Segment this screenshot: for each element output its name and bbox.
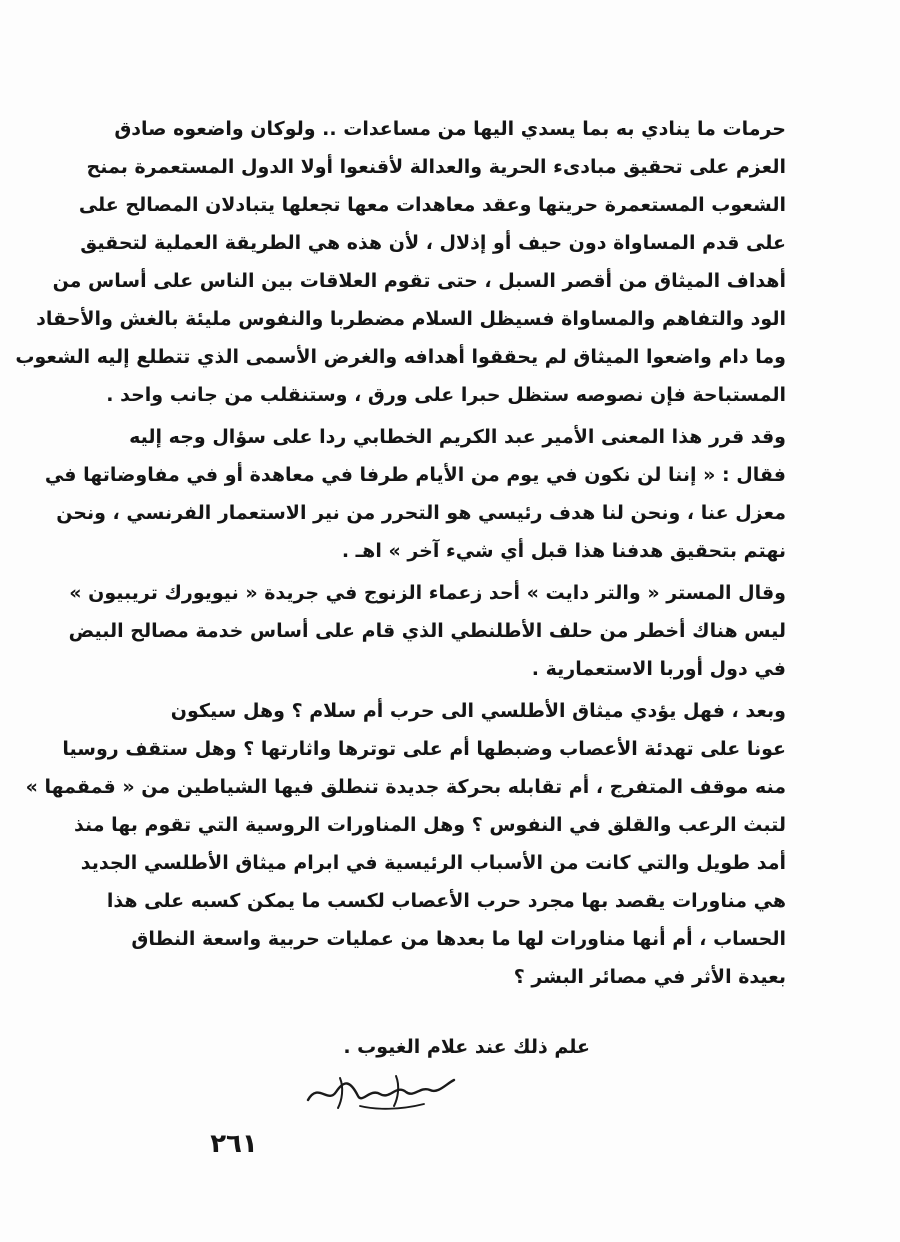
text-line: هي مناورات يقصد بها مجرد حرب الأعصاب لكسب ما يمكن كسبه على هذا	[106, 890, 786, 912]
text-line: فقال : « إننا لن نكون في يوم من الأيام طرفا في معاهدة أو في مفاوضاتها في	[44, 464, 786, 486]
paragraph-2	[44, 418, 786, 570]
text-line: منه موقف المتفرج ، أم تقابله بحركة جديدة تنطلق فيها الشياطين من « قمقمها »	[25, 776, 786, 798]
text-line: معزل عنا ، ونحن لنا هدف رئيسي هو التحرر من نير الاستعمار الفرنسي ، ونحن	[56, 502, 786, 524]
paragraph-1	[15, 110, 786, 414]
text-line: وقال المستر « والتر دايت » أحد زعماء الزنوج في جريدة « نيويورك تريبيون »	[69, 582, 786, 604]
text-line: أهداف الميثاق من أقصر السبل ، حتى تقوم العلاقات بين الناس على أساس من	[52, 270, 786, 292]
text-line: بعيدة الأثر في مصائر البشر ؟	[513, 966, 786, 988]
body-text	[15, 110, 786, 996]
text-line: لتبث الرعب والقلق في النفوس ؟ وهل المناورات الروسية التي تقوم بها منذ	[74, 814, 786, 836]
text-line: الحساب ، أم أنها مناورات لها ما بعدها من عمليات حربية واسعة النطاق	[131, 928, 786, 950]
text-line: أمد طويل والتي كانت من الأسباب الرئيسية في ابرام ميثاق الأطلسي الجديد	[80, 852, 786, 874]
text-line: وبعد ، فهل يؤدي ميثاق الأطلسي الى حرب أم سلام ؟ وهل سيكون	[170, 700, 786, 722]
handwritten-signature	[300, 1070, 460, 1116]
text-line: ليس هناك أخطر من حلف الأطلنطي الذي قام على أساس خدمة مصالح البيض	[68, 620, 786, 642]
text-line: نهتم بتحقيق هدفنا هذا قبل أي شيء آخر » اهـ .	[341, 540, 786, 562]
paragraph-4	[25, 692, 786, 996]
text-line: وقد قرر هذا المعنى الأمير عبد الكريم الخطابي ردا على سؤال وجه إليه	[129, 426, 786, 448]
text-line: الشعوب المستعمرة حريتها وعقد معاهدات معها تجعلها يتبادلان المصالح على	[78, 194, 786, 216]
page-number: ٢٦١	[210, 1129, 258, 1159]
text-line: وما دام واضعوا الميثاق لم يحققوا أهدافه والغرض الأسمى الذي تتطلع إليه الشعوب	[15, 346, 786, 368]
text-line: المستباحة فإن نصوصه ستظل حبرا على ورق ، وستنقلب من جانب واحد .	[106, 384, 786, 406]
text-line: في دول أوربا الاستعمارية .	[531, 658, 786, 680]
closing-line: علم ذلك عند علام الغيوب .	[343, 1036, 590, 1058]
text-line: حرمات ما ينادي به بما يسدي اليها من مساعدات .. ولوكان واضعوه صادق	[114, 118, 786, 140]
text-line: الود والتفاهم والمساواة فسيظل السلام مضطربا والنفوس مليئة بالغش والأحقاد	[36, 308, 786, 330]
paragraph-3	[68, 574, 786, 688]
text-line: على قدم المساواة دون حيف أو إذلال ، لأن هذه هي الطريقة العملية لتحقيق	[80, 232, 786, 254]
text-line: العزم على تحقيق مبادىء الحرية والعدالة لأقنعوا أولا الدول المستعمرة بمنح	[86, 156, 786, 178]
text-line: عونا على تهدئة الأعصاب وضبطها أم على توترها واثارتها ؟ وهل ستقف روسيا	[62, 738, 786, 760]
